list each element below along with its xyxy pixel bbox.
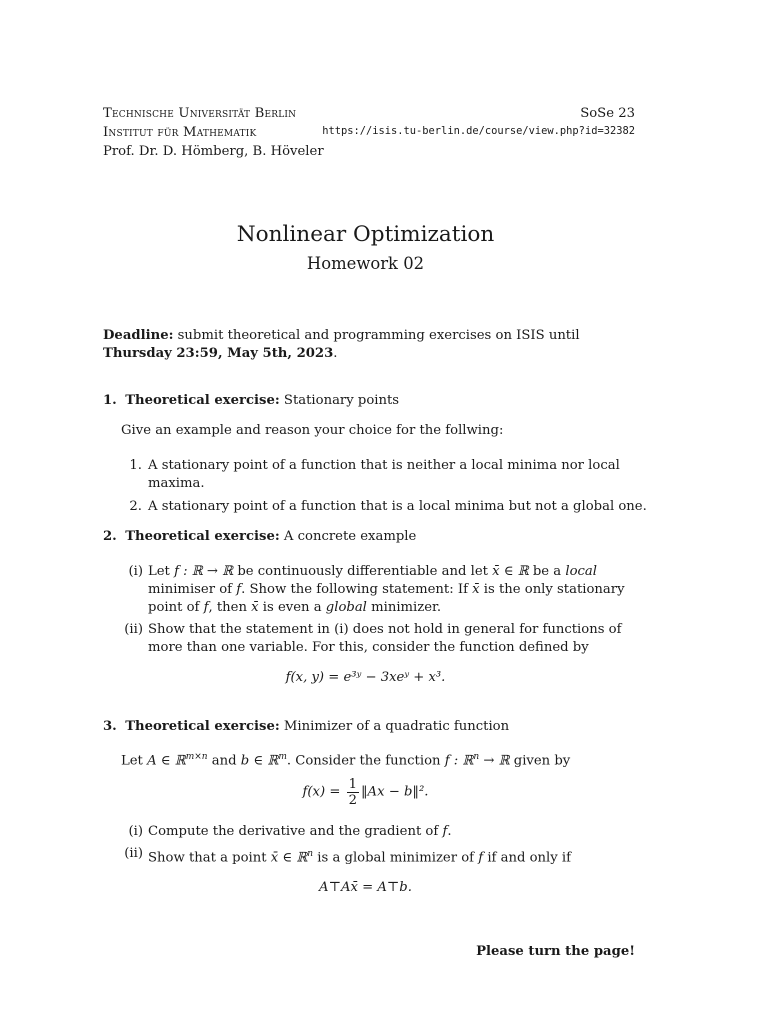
- list-item: (i) Let f : ℝ → ℝ be continuously differentiable and let x̄ ∈ ℝ be a local minimiser of f. Show the following statement: If x̄ is the only stationary point of f, then x̄ is even a global minimizer.: [128, 564, 625, 615]
- exercise-3-list: [121, 823, 637, 867]
- university-name: Technische Universität Berlin: [103, 106, 297, 121]
- course-url[interactable]: https://isis.tu-berlin.de/course/view.php?id=32382: [322, 125, 635, 137]
- page-subtitle: Homework 02: [306, 254, 425, 273]
- authors: Prof. Dr. D. Hömberg, B. Höveler: [103, 144, 324, 159]
- list-item: 1. A stationary point of a function that is neither a local minima nor local maxima.: [129, 458, 620, 491]
- exercise-2-list: [121, 563, 637, 657]
- turn-page-note: Please turn the page!: [476, 944, 635, 959]
- formula-exercise-2: f(x, y) = e³ʸ − 3xeʸ + x³.: [285, 670, 446, 685]
- deadline-date: Thursday 23:59, May 5th, 2023: [103, 346, 334, 361]
- exercise-1-heading: 1. Theoretical exercise: Stationary points: [103, 393, 400, 408]
- deadline-paragraph: Deadline: submit theoretical and programming exercises on ISIS until Thursday 23:59, May 5th, 2023.: [103, 328, 580, 361]
- list-item: (ii) Show that the statement in (i) does not hold in general for functions of more than one variable. For this, consider the function defined by: [124, 622, 622, 655]
- term: SoSe 23: [580, 106, 635, 121]
- exercise-1-intro: Give an example and reason your choice for the follwing:: [121, 423, 504, 438]
- list-item: (ii) Show that a point x̄ ∈ ℝ$^n$ is a global minimizer of f if and only if: [124, 846, 571, 866]
- formula-normal-equations: A⊤Ax̄ = A⊤b.: [319, 880, 412, 895]
- exercise-3-heading: 3. Theoretical exercise: Minimizer of a quadratic function: [103, 719, 510, 734]
- list-item: 2. A stationary point of a function that is a local minima but not a global one.: [129, 499, 647, 514]
- list-item: (i) Compute the derivative and the gradient of f.: [128, 824, 452, 839]
- formula-exercise-3: f(x) = $\frac{1}{2}$ ‖Ax − b‖².: [302, 777, 429, 808]
- institute-name: Institut für Mathematik: [103, 125, 257, 140]
- exercise-3-intro: Let A ∈ ℝ$^{m\times n}$ and b ∈ ℝ$^m$. Consider the function f : ℝ$^n$ → ℝ given by: [121, 752, 571, 769]
- deadline-label: Deadline:: [103, 328, 174, 343]
- exercise-2-heading: 2. Theoretical exercise: A concrete example: [103, 529, 417, 544]
- page-title: Nonlinear Optimization: [236, 222, 495, 247]
- header-left: [103, 104, 324, 161]
- deadline-text: submit theoretical and programming exercises on ISIS until: [173, 328, 580, 343]
- exercise-1-list: [128, 457, 648, 516]
